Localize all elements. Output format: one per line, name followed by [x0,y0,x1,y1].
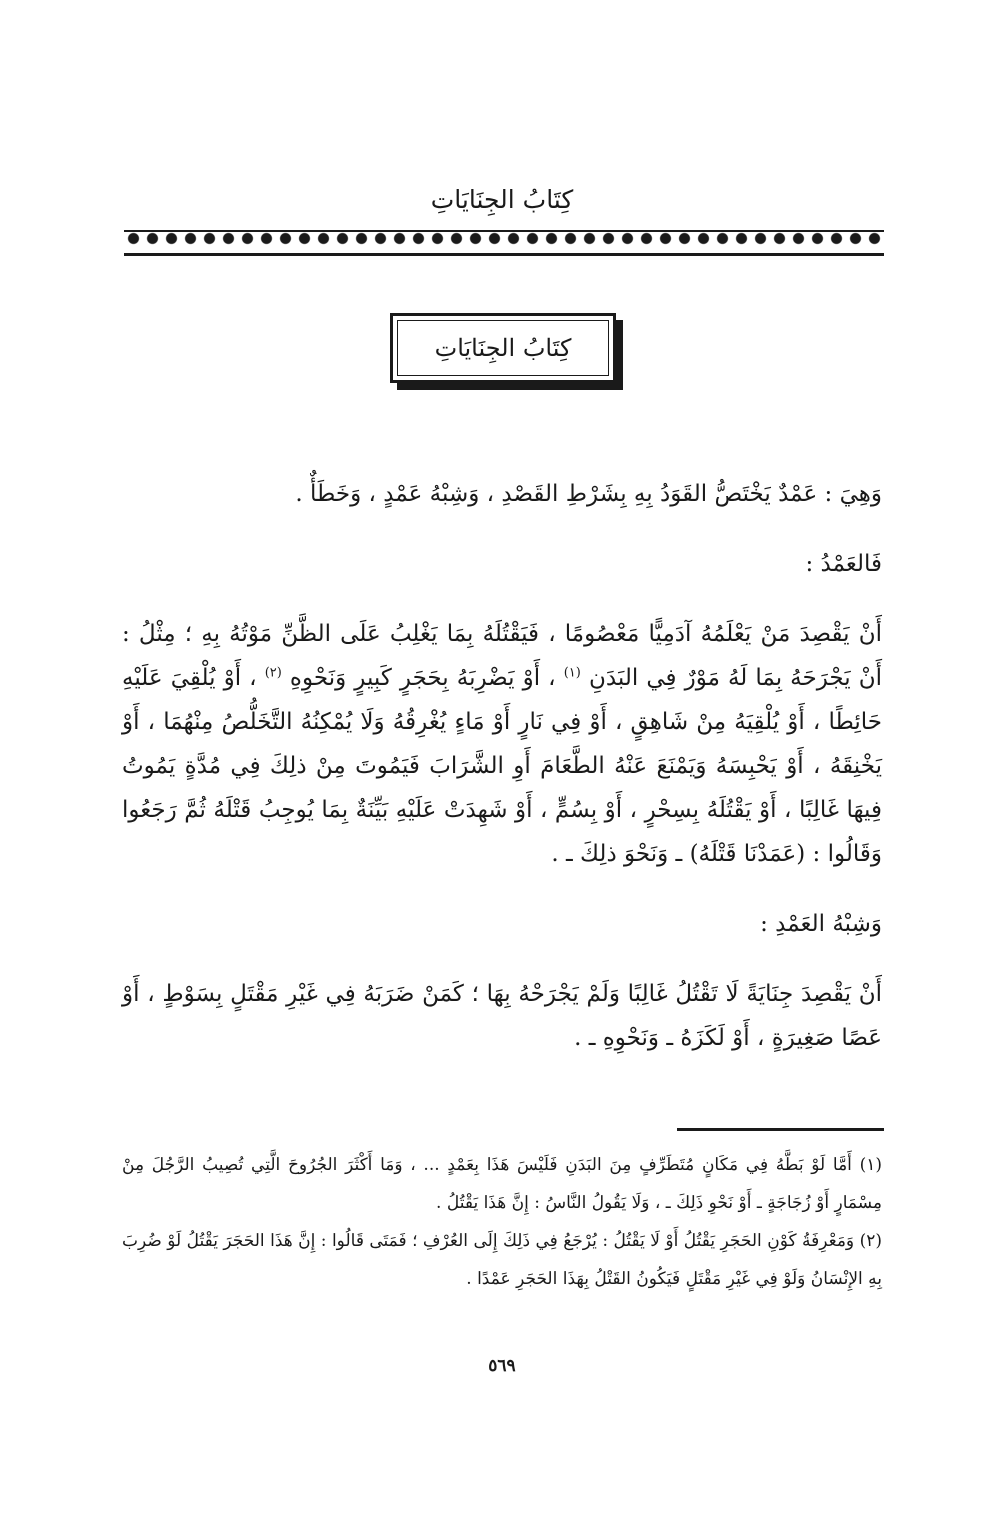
intro-paragraph: وَهِيَ : عَمْدٌ يَخْتَصُّ القَوَدُ بِهِ بِشَرْطِ القَصْدِ ، وَشِبْهُ عَمْدٍ ، وَخَطَأٌ . [295,481,882,507]
chapter-title-box [390,313,616,383]
running-header: كِتَابُ الجِنَايَاتِ [430,185,574,214]
shibh-paragraph: أَنْ يَقْصِدَ جِنَايَةً لَا تَقْتُلُ غَالِبًا وَلَمْ يَجْرَحْهُ بِهَا ؛ كَمَنْ ضَرَبَهُ فِي غَيْرِ مَقْتَلٍ بِسَوْطٍ ، أَوْ عَصًا صَغِيرَةٍ ، أَوْ لَكَزَهُ ـ وَنَحْوِهِ ـ . [122,981,882,1051]
footnote-2: (٢) وَمَعْرِفَةُ كَوْنِ الحَجَرِ يَقْتُلُ أَوْ لَا يَقْتُلُ : يُرْجَعُ فِي ذَلِكَ إِلَى العُرْفِ ؛ فَمَتَى قَالُوا : إِنَّ هَذَا الحَجَرَ يَقْتُلُ لَوْ ضُرِبَ بِهِ الإِنْسَانُ وَلَوْ فِي غَيْرِ مَقْتَلٍ فَيَكُونُ القَتْلُ بِهَذَا الحَجَرِ عَمْدًا . [122,1231,882,1289]
amd-text-part3: ، أَوْ يُلْقِيَ عَلَيْهِ حَائِطًا ، أَوْ يُلْقِيَهُ مِنْ شَاهِقٍ ، أَوْ فِي نَارٍ أَوْ مَاءٍ يُغْرِقُهُ وَلَا يُمْكِنُهُ التَّخَلُّصُ مِنْهُمَا ، أَوْ يَخْنِقَهُ ، أَوْ يَحْبِسَهُ وَيَمْنَعَ عَنْهُ الطَّعَامَ أَوِ الشَّرَابَ فَيَمُوتَ مِنْ ذلِكَ فِي مُدَّةٍ يَمُوتُ فِيهَا غَالِبًا ، أَوْ يَقْتُلَهُ بِسِحْرٍ ، أَوْ بِسُمٍّ ، أَوْ شَهِدَتْ عَلَيْهِ بَيِّنَةٌ بِمَا يُوجِبُ قَتْلَهُ ثُمَّ رَجَعُوا وَقَالُوا : (عَمَدْنَا قَتْلَهُ) ـ وَنَحْوَ ذلِكَ ـ . [122,665,882,867]
amd-heading: فَالعَمْدُ : [805,551,882,577]
amd-text-part2: ، أَوْ يَضْرِبَهُ بِحَجَرٍ كَبِيرٍ وَنَحْوِهِ [289,665,556,691]
chapter-title: كِتَابُ الجِنَايَاتِ [397,320,609,376]
page-number: ٥٦٩ [488,1356,516,1376]
shibh-heading: وَشِبْهُ العَمْدِ : [760,911,882,937]
footnote-1: (١) أَمَّا لَوْ بَطَّهُ فِي مَكَانٍ مُتَطَرِّفٍ مِنَ البَدَنِ فَلَيْسَ هَذَا بِعَمْدٍ ... ، وَمَا أَكْثَرَ الجُرُوحَ الَّتِي تُصِيبُ الرَّجُلَ مِنْ مِسْمَارٍ أَوْ زُجَاجَةٍ ـ أَوْ نَحْوِ ذَلِكَ ـ ، وَلَا يَقُولُ النَّاسُ : إِنَّ هَذَا يَقْتُلُ . [122,1155,882,1213]
footnote-ref-1[interactable]: (١) [563,665,581,681]
footnote-ref-2[interactable]: (٢) [264,665,282,681]
footnote-divider [677,1128,884,1131]
amd-text-part1: أَنْ يَقْصِدَ مَنْ يَعْلَمُهُ آدَمِيًّا مَعْصُومًا ، فَيَقْتُلَهُ بِمَا يَغْلِبُ عَلَى الظَّنِّ مَوْتُهُ بِهِ ؛ مِثْلُ : أَنْ يَجْرَحَهُ بِمَا لَهُ مَوْرٌ فِي البَدَنِ [122,621,883,691]
ornamental-border [124,226,884,256]
main-text [122,472,882,1086]
footnotes [122,1146,882,1298]
amd-paragraph [122,612,882,876]
